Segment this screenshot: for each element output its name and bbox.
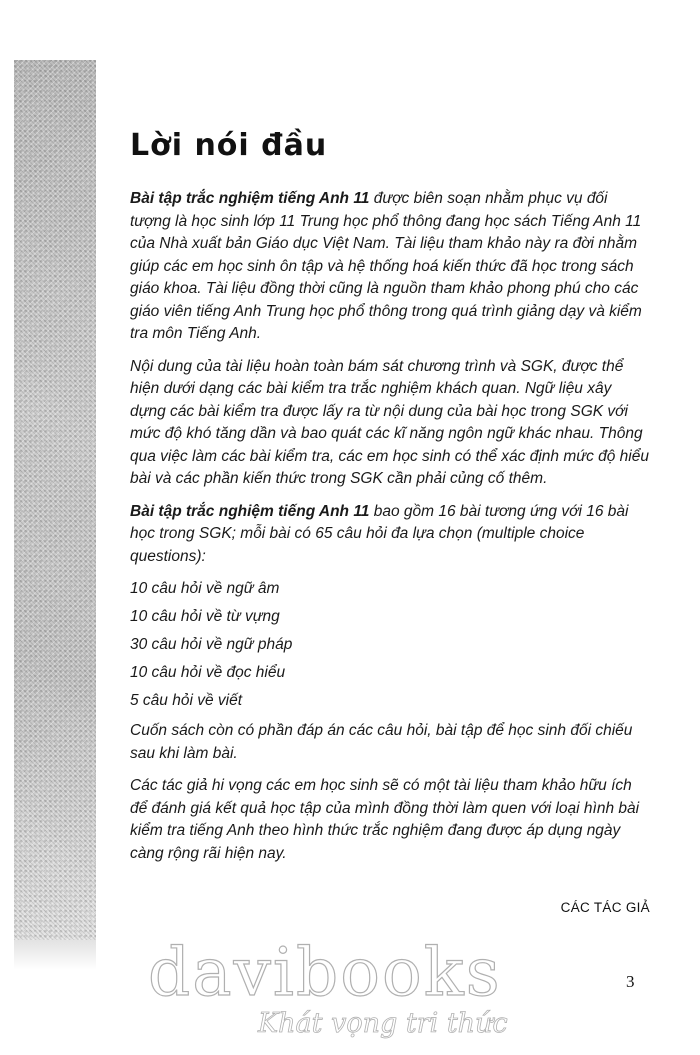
list-item: 10 câu hỏi về từ vựng: [130, 608, 280, 625]
intro-book-title: Bài tập trắc nghiệm tiếng Anh 11: [130, 190, 370, 207]
list-item: 5 câu hỏi về viết: [130, 692, 243, 709]
left-strip-fade: [14, 940, 96, 970]
authors-signature: CÁC TÁC GIẢ: [560, 900, 650, 915]
list-item: 30 câu hỏi về ngữ pháp: [130, 636, 293, 653]
closing-paragraph: Các tác giả hi vọng các em học sinh sẽ có một tài liệu tham khảo hữu ích để đánh giá kết quả học tập của mình đồng thời làm quen với loại hình bài kiểm tra tiếng Anh theo hình thức trắc nghiệm đang được áp dụng ngày càng rộng rãi hiện nay.: [130, 777, 640, 862]
page-number: 3: [626, 972, 635, 991]
structure-paragraph: [130, 501, 650, 569]
answers-paragraph: Cuốn sách còn có phần đáp án các câu hỏi, bài tập để học sinh đối chiếu sau khi làm bài.: [130, 722, 633, 762]
structure-book-title: Bài tập trắc nghiệm tiếng Anh 11: [130, 502, 370, 520]
watermark-tagline: Khát vọng tri thức: [258, 1008, 508, 1039]
left-gray-strip: [14, 60, 96, 940]
list-item: 10 câu hỏi về ngữ âm: [130, 580, 280, 597]
question-type-list: [130, 578, 650, 712]
structure-text: bao gồm 16 bài tương ứng với 16 bài học trong SGK; mỗi bài có 65 câu hỏi đa lựa chọn (multiple choice questions):: [130, 502, 629, 565]
intro-text: được biên soạn nhằm phục vụ đối tượng là học sinh lớp 11 Trung học phổ thông đang học sách Tiếng Anh 11 của Nhà xuất bản Giáo dục Việt Nam. Tài liệu tham khảo này ra đời nhằm giúp các em học sinh ôn tập và hệ thống hoá kiến thức đã học trong sách giáo khoa. Tài liệu đồng thời cũng là nguồn tham khảo phong phú cho các giáo viên tiếng Anh Trung học phổ thông trong quá trình giảng dạy và kiểm tra môn Tiếng Anh.: [130, 190, 642, 342]
watermark-brand: davibooks: [148, 934, 502, 1011]
page-title: Lời nói đầu: [130, 128, 328, 163]
content-paragraph: Nội dung của tài liệu hoàn toàn bám sát chương trình và SGK, được thể hiện dưới dạng các bài kiểm tra trắc nghiệm khách quan. Ngữ liệu xây dựng các bài kiểm tra được lấy ra từ nội dung của bài học trong SGK với mức độ khó tăng dần và bao quát các kĩ năng ngôn ngữ khác nhau. Thông qua việc làm các bài kiểm tra, các em học sinh có thể xác định mức độ hiểu bài và các phần kiến thức trong SGK cần phải củng cố thêm.: [130, 357, 649, 487]
intro-paragraph: [130, 188, 650, 346]
list-item: 10 câu hỏi về đọc hiểu: [130, 664, 286, 681]
body-text: [130, 188, 650, 875]
